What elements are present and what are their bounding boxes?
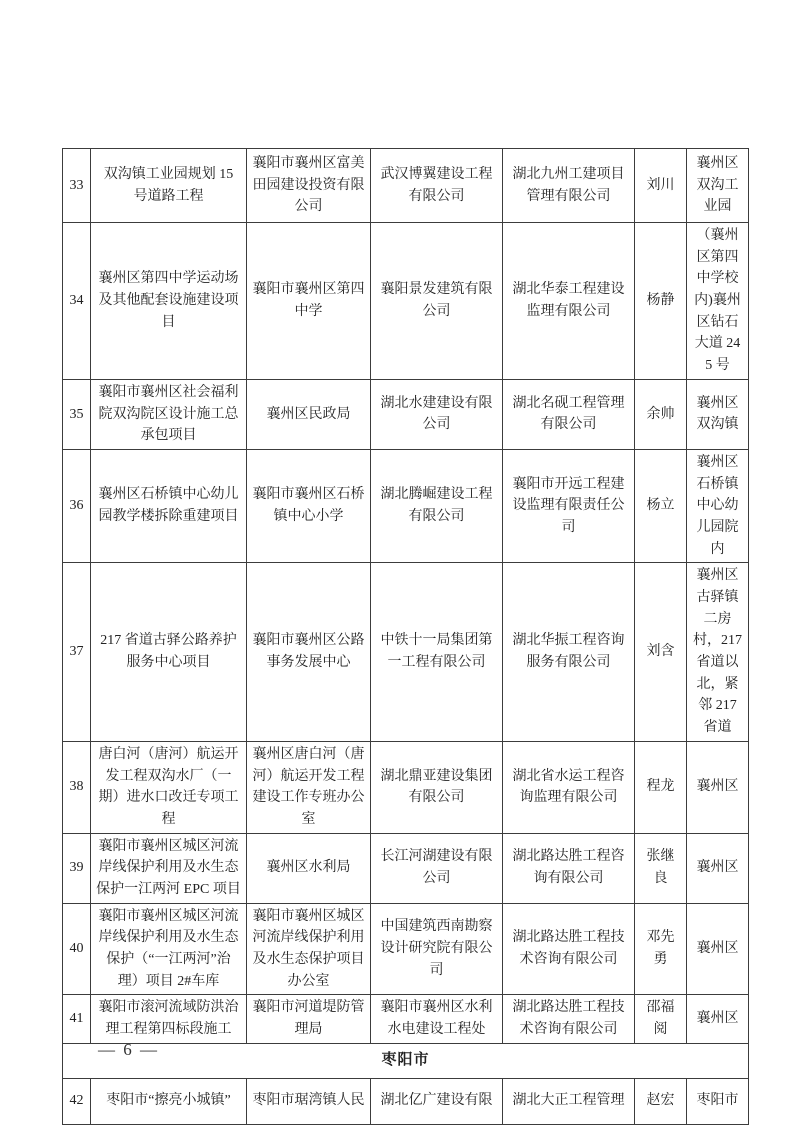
- cell-contractor: 长江河湖建设有限公司: [371, 833, 503, 903]
- cell-no: 42: [63, 1078, 91, 1124]
- cell-supervisor: 湖北华泰工程建设监理有限公司: [503, 223, 635, 380]
- table-row: [63, 903, 749, 995]
- cell-no: 33: [63, 149, 91, 223]
- cell-no: 41: [63, 995, 91, 1043]
- cell-location: 襄州区: [687, 995, 749, 1043]
- cell-person: 杨静: [635, 223, 687, 380]
- cell-contractor: 襄阳景发建筑有限公司: [371, 223, 503, 380]
- cell-supervisor: 湖北大正工程管理: [503, 1078, 635, 1124]
- cell-owner: 襄阳市河道堤防管理局: [247, 995, 371, 1043]
- cell-location: 襄州区: [687, 741, 749, 833]
- cell-person: 杨立: [635, 449, 687, 562]
- cell-supervisor: 湖北路达胜工程咨询有限公司: [503, 833, 635, 903]
- cell-owner: 襄州区水利局: [247, 833, 371, 903]
- cell-no: 35: [63, 379, 91, 449]
- cell-person: 张继良: [635, 833, 687, 903]
- cell-no: 39: [63, 833, 91, 903]
- cell-supervisor: 湖北路达胜工程技术咨询有限公司: [503, 995, 635, 1043]
- cell-project: 唐白河（唐河）航运开发工程双沟水厂（一期）进水口改迁专项工程: [91, 741, 247, 833]
- table-row: [63, 563, 749, 742]
- cell-location: 襄州区古驿镇二房村，217 省道以北，紧邻 217 省道: [687, 563, 749, 742]
- table-row: [63, 995, 749, 1043]
- cell-location: 枣阳市: [687, 1078, 749, 1124]
- cell-no: 38: [63, 741, 91, 833]
- cell-contractor: 湖北腾崛建设工程有限公司: [371, 449, 503, 562]
- cell-person: 赵宏: [635, 1078, 687, 1124]
- table-row: [63, 223, 749, 380]
- table-row: [63, 379, 749, 449]
- cell-project: 襄阳市襄州区城区河流岸线保护利用及水生态保护（“一江两河”治理）项目 2#车库: [91, 903, 247, 995]
- cell-supervisor: 湖北路达胜工程技术咨询有限公司: [503, 903, 635, 995]
- cell-no: 36: [63, 449, 91, 562]
- cell-no: 34: [63, 223, 91, 380]
- page-number: — 6 —: [98, 1040, 159, 1059]
- projects-table: [62, 148, 749, 1125]
- cell-no: 37: [63, 563, 91, 742]
- cell-no: 40: [63, 903, 91, 995]
- cell-project: 襄阳市滚河流域防洪治理工程第四标段施工: [91, 995, 247, 1043]
- cell-location: 襄州区双沟镇: [687, 379, 749, 449]
- cell-owner: 襄阳市襄州区城区河流岸线保护利用及水生态保护项目办公室: [247, 903, 371, 995]
- cell-person: 刘川: [635, 149, 687, 223]
- cell-location: 襄州区石桥镇中心幼儿园院内: [687, 449, 749, 562]
- cell-project: 双沟镇工业园规划 15 号道路工程: [91, 149, 247, 223]
- cell-supervisor: 湖北九州工建项目管理有限公司: [503, 149, 635, 223]
- cell-supervisor: 襄阳市开远工程建设监理有限责任公司: [503, 449, 635, 562]
- cell-person: 邵福阅: [635, 995, 687, 1043]
- cell-project: 襄州区石桥镇中心幼儿园教学楼拆除重建项目: [91, 449, 247, 562]
- cell-contractor: 湖北水建建设有限公司: [371, 379, 503, 449]
- table-row: [63, 1078, 749, 1124]
- cell-owner: 襄阳市襄州区石桥镇中心小学: [247, 449, 371, 562]
- table-row: [63, 149, 749, 223]
- table-row: [63, 449, 749, 562]
- cell-contractor: 襄阳市襄州区水利水电建设工程处: [371, 995, 503, 1043]
- cell-person: 程龙: [635, 741, 687, 833]
- cell-person: 余帅: [635, 379, 687, 449]
- cell-location: 襄州区: [687, 833, 749, 903]
- cell-location: （襄州区第四中学校内)襄州区钻石大道 245 号: [687, 223, 749, 380]
- cell-location: 襄州区双沟工业园: [687, 149, 749, 223]
- section-divider-row: [63, 1043, 749, 1078]
- cell-owner: 襄阳市襄州区公路事务发展中心: [247, 563, 371, 742]
- cell-project: 襄州区第四中学运动场及其他配套设施建设项目: [91, 223, 247, 380]
- cell-person: 邓先勇: [635, 903, 687, 995]
- cell-contractor: 中国建筑西南勘察设计研究院有限公司: [371, 903, 503, 995]
- cell-project: 襄阳市襄州区社会福利院双沟院区设计施工总承包项目: [91, 379, 247, 449]
- cell-contractor: 中铁十一局集团第一工程有限公司: [371, 563, 503, 742]
- cell-supervisor: 湖北省水运工程咨询监理有限公司: [503, 741, 635, 833]
- cell-supervisor: 湖北华振工程咨询服务有限公司: [503, 563, 635, 742]
- cell-project: 枣阳市“擦亮小城镇”: [91, 1078, 247, 1124]
- cell-owner: 襄阳市襄州区第四中学: [247, 223, 371, 380]
- cell-owner: 襄阳市襄州区富美田园建设投资有限公司: [247, 149, 371, 223]
- cell-contractor: 湖北鼎亚建设集团有限公司: [371, 741, 503, 833]
- cell-location: 襄州区: [687, 903, 749, 995]
- cell-owner: 襄州区唐白河（唐河）航运开发工程建设工作专班办公室: [247, 741, 371, 833]
- cell-project: 217 省道古驿公路养护服务中心项目: [91, 563, 247, 742]
- cell-owner: 襄州区民政局: [247, 379, 371, 449]
- table-row: [63, 833, 749, 903]
- table-row: [63, 741, 749, 833]
- cell-person: 刘含: [635, 563, 687, 742]
- cell-project: 襄阳市襄州区城区河流岸线保护利用及水生态保护一江两河 EPC 项目: [91, 833, 247, 903]
- cell-contractor: 武汉博翼建设工程有限公司: [371, 149, 503, 223]
- cell-supervisor: 湖北名砚工程管理有限公司: [503, 379, 635, 449]
- section-divider-label: 枣阳市: [63, 1043, 749, 1078]
- cell-owner: 枣阳市琚湾镇人民: [247, 1078, 371, 1124]
- cell-contractor: 湖北亿广建设有限: [371, 1078, 503, 1124]
